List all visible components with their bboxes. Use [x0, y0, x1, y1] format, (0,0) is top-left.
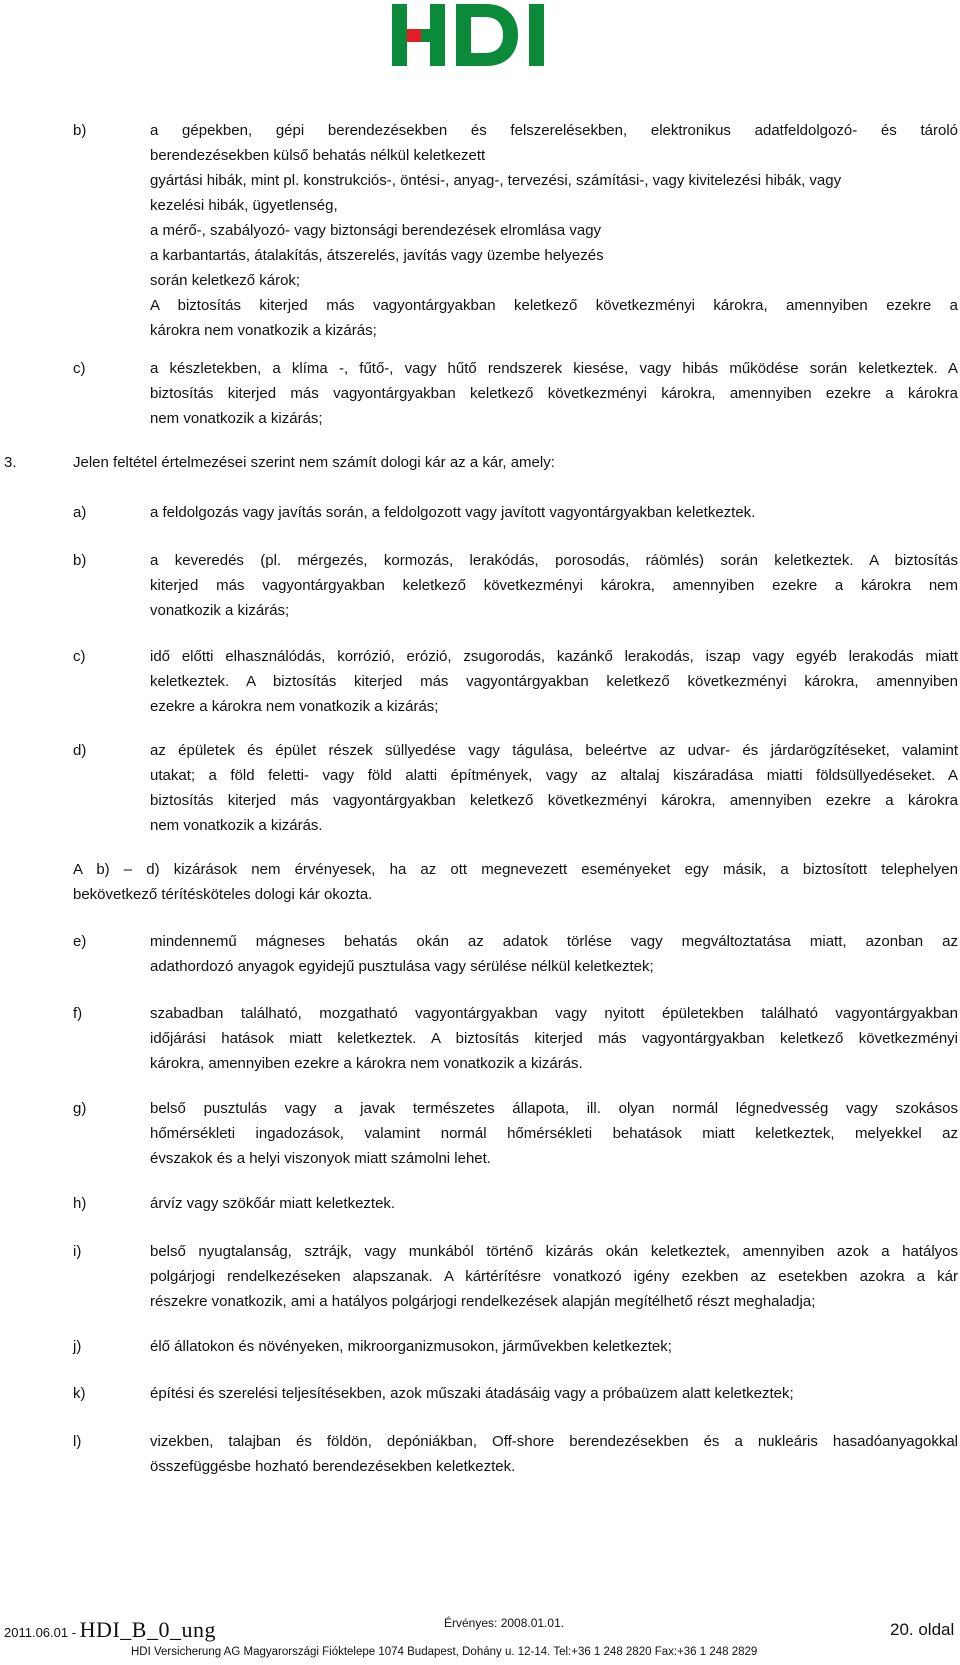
text-line: a gépekben, gépi berendezésekben és felszerelésekben, elektronikus adatfeldolgozó- és tároló	[150, 122, 958, 139]
clause-label: 3.	[4, 454, 17, 471]
text-line: belső pusztulás vagy a javak természetes állapota, ill. olyan normál légnedvesség vagy szokásos	[150, 1100, 958, 1117]
text-line: belső nyugtalanság, sztrájk, vagy munkából történő kizárás okán keletkeztek, amennyiben azok a hatályos	[150, 1243, 958, 1260]
text-line: során keletkező károk;	[150, 272, 301, 289]
text-line: károkra, amennyiben ezekre a károkra nem vonatkozik a kizárás.	[150, 1055, 583, 1072]
footer-valid-date: Érvényes: 2008.01.01.	[444, 1616, 565, 1630]
text-line: a karbantartás, átalakítás, átszerelés, javítás vagy üzembe helyezés	[150, 247, 604, 264]
text-line: a mérő-, szabályozó- vagy biztonsági berendezések elromlása vagy	[150, 222, 602, 239]
text-line: idő előtti elhasználódás, korrózió, erózió, zsugorodás, kazánkő lerakodás, iszap vagy egyéb lerakodás miatt	[150, 648, 958, 665]
logo-h-red-bar	[407, 29, 421, 42]
text-line: időjárási hatások miatt keletkeztek. A biztosítás kiterjed más vagyontárgyakban keletkező következményi	[150, 1030, 958, 1047]
text-line: ezekre a károkra nem vonatkozik a kizárás;	[150, 698, 439, 715]
text-line: nem vonatkozik a kizárás;	[150, 410, 323, 427]
clause-label: k)	[73, 1385, 86, 1402]
clause-label: d)	[73, 742, 87, 759]
clause-text	[150, 500, 958, 525]
text-line: bekövetkező térítésköteles dologi kár okozta.	[73, 886, 373, 903]
footer-doc-id	[4, 1617, 216, 1643]
logo-h-right-stroke	[430, 4, 445, 66]
text-line: károkra nem vonatkozik a kizárás;	[150, 322, 377, 339]
text-line: évszakok és a helyi viszonyok miatt számolni lehet.	[150, 1150, 491, 1167]
clause-text	[150, 1191, 958, 1216]
text-line: mindennemű mágneses behatás okán az adatok törlése vagy megváltoztatása miatt, azonban az	[150, 933, 958, 950]
text-line: utakat; a föld feletti- vagy föld alatti építmények, vagy az altalaj kiszáradása miatti földsüllyedéseket. A	[150, 767, 958, 784]
text-line: biztosítás kiterjed más vagyontárgyakban keletkező következményi károkra, amennyiben ezekre a károkra	[150, 385, 958, 402]
text-line: A b) – d) kizárások nem érvényesek, ha az ott megnevezett eseményeket egy másik, a biztosított telephelyen	[73, 861, 958, 878]
clause-text	[150, 1001, 958, 1076]
text-line: hőmérsékleti ingadozások, valamint normál hőmérsékleti behatások miatt keletkeztek, melyekkel az	[150, 1125, 958, 1142]
text-line: élő állatokon és növényeken, mikroorganizmusokon, járművekben keletkeztek;	[150, 1338, 672, 1355]
text-line: kiterjed más vagyontárgyakban keletkező következményi károkra, amennyiben ezekre a károkra nem	[150, 577, 958, 594]
clause-text	[150, 356, 958, 431]
text-line: vizekben, talajban és földön, depóniákban, Off-shore berendezésekben és a nukleáris hasadóanyagokkal	[150, 1433, 958, 1450]
text-line: adathordozó anyagok egyidejű pusztulása vagy sérülése nélkül keletkeztek;	[150, 958, 654, 975]
text-line: kezelési hibák, ügyetlenség,	[150, 197, 338, 214]
clause-text	[150, 1381, 958, 1406]
text-line: árvíz vagy szökőár miatt keletkeztek.	[150, 1195, 396, 1212]
text-line: részekre vonatkozik, ami a hatályos polgárjogi rendelkezések alapján megítélhető részt meghaladja;	[150, 1293, 816, 1310]
hdi-logo	[392, 4, 562, 66]
clause-text	[150, 929, 958, 979]
text-line: A biztosítás kiterjed más vagyontárgyakban keletkező következményi károkra, amennyiben ezekre a	[150, 297, 958, 314]
clause-label: a)	[73, 504, 87, 521]
clause-text	[150, 548, 958, 623]
clause-text	[150, 1334, 958, 1359]
footer-page-number: 20. oldal	[890, 1620, 955, 1639]
clause-label: b)	[73, 122, 87, 139]
text-line: berendezésekben külső behatás nélkül keletkezett	[150, 147, 486, 164]
clause-text	[73, 450, 881, 475]
clause-text	[150, 1096, 958, 1171]
clause-text	[73, 857, 958, 907]
clause-text	[150, 1239, 958, 1314]
text-line: nem vonatkozik a kizárás.	[150, 817, 323, 834]
clause-label: j)	[73, 1338, 82, 1355]
text-line: a feldolgozás vagy javítás során, a feldolgozott vagy javított vagyontárgyakban keletkeztek.	[150, 504, 756, 521]
text-line: polgárjogi rendelkezéseken alapszanak. A kártérítésre vonatkozó igény ezekben az esetekben azokra a kár	[150, 1268, 958, 1285]
footer-date: 2011.06.01 -	[4, 1625, 77, 1640]
text-line: a készletekben, a klíma -, fűtő-, vagy hűtő rendszerek kiesése, vagy hibás működése során keletkeztek. A	[150, 360, 958, 377]
clause-label: f)	[73, 1005, 83, 1022]
text-line: vonatkozik a kizárás;	[150, 602, 290, 619]
text-line: keletkeztek. A biztosítás kiterjed más vagyontárgyakban keletkező következményi károkra, amennyiben	[150, 673, 958, 690]
clause-label: l)	[73, 1433, 82, 1450]
text-line: szabadban található, mozgatható vagyontárgyakban vagy nyitott épületekben található vagyontárgyakban	[150, 1005, 958, 1022]
clause-label: i)	[73, 1243, 82, 1260]
clause-text	[150, 644, 958, 719]
logo-h-left-stroke	[392, 4, 407, 66]
logo-i-stroke	[529, 4, 544, 66]
text-line: összefüggésbe hozható berendezésekben keletkeztek.	[150, 1458, 516, 1475]
footer-doc-code: HDI_B_0_ung	[79, 1617, 216, 1642]
footer-address: HDI Versicherung AG Magyarországi Fióktelepe 1074 Budapest, Dohány u. 12-14. Tel:+36 1 248 2820 Fax:+36 1 248 2829	[131, 1646, 758, 1658]
text-line: az épületek és épület részek süllyedése vagy tágulása, beleértve az udvar- és járdarögzítéseket, valamint	[150, 742, 958, 759]
clause-label: c)	[73, 360, 86, 377]
text-line: biztosítás kiterjed más vagyontárgyakban keletkező következményi károkra, amennyiben ezekre a károkra	[150, 792, 958, 809]
text-line: gyártási hibák, mint pl. konstrukciós-, öntési-, anyag-, tervezési, számítási-, vagy kivitelezési hibák, vagy	[150, 172, 842, 189]
logo-d-glyph	[456, 4, 518, 66]
clause-text	[150, 1429, 958, 1479]
logo-h-crossbar	[421, 29, 430, 42]
text-line: a keveredés (pl. mérgezés, kormozás, lerakódás, porosodás, ráömlés) során keletkeztek. A biztosítás	[150, 552, 958, 569]
clause-label: e)	[73, 933, 87, 950]
text-line: építési és szerelési teljesítésekben, azok műszaki átadásáig vagy a próbaüzem alatt keletkeztek;	[150, 1385, 794, 1402]
clause-text	[150, 738, 958, 838]
clause-label: g)	[73, 1100, 87, 1117]
clause-label: h)	[73, 1195, 87, 1212]
clause-label: c)	[73, 648, 86, 665]
clause-label: b)	[73, 552, 87, 569]
clause-text	[150, 118, 958, 343]
text-line: Jelen feltétel értelmezései szerint nem számít dologi kár az a kár, amely:	[73, 454, 555, 471]
